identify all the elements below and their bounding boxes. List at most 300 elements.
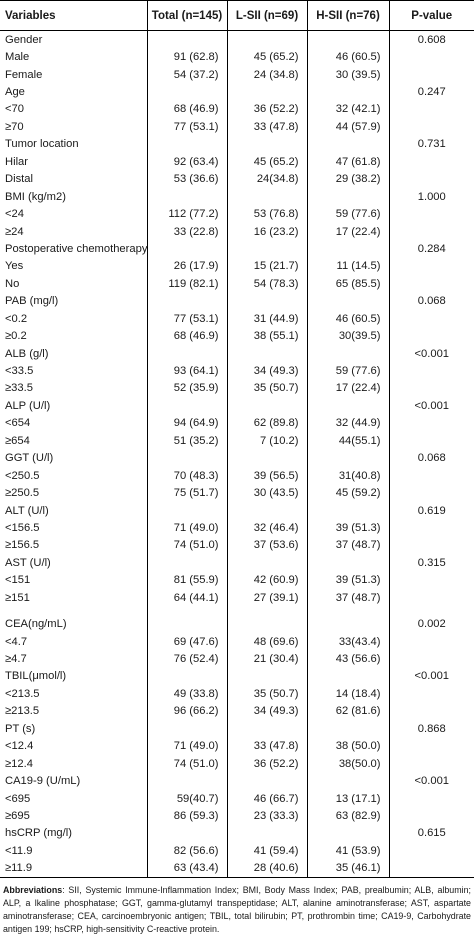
l-sii-cell: 34 (49.3) [227,703,307,720]
h-sii-cell [307,772,389,789]
variable-cell: <11.9 [0,842,147,859]
total-cell: 82 (56.6) [147,842,227,859]
variable-cell: ≥151 [0,589,147,606]
variable-cell: PT (s) [0,720,147,737]
total-cell [147,188,227,205]
variable-cell: Hilar [0,153,147,170]
l-sii-cell: 28 (40.6) [227,860,307,878]
table-row [0,153,474,170]
h-sii-cell: 39 (51.3) [307,572,389,589]
p-value-cell [389,258,474,275]
p-value-cell [389,755,474,772]
h-sii-cell: 45 (59.2) [307,484,389,501]
h-sii-cell [307,293,389,310]
spacer-cell [227,606,307,615]
l-sii-cell [227,772,307,789]
variable-cell: Age [0,83,147,100]
table-row [0,327,474,344]
variable-cell: Postoperative chemotherapy [0,240,147,257]
variable-cell: Female [0,66,147,83]
spacer-cell [307,606,389,615]
h-sii-cell: 32 (44.9) [307,415,389,432]
variable-cell: hsCRP (mg/l) [0,825,147,842]
p-value-cell: 0.247 [417,86,446,99]
table-row [0,685,474,702]
variable-cell: <70 [0,101,147,118]
total-cell: 74 (51.0) [147,537,227,554]
group-header-row [0,450,474,467]
l-sii-cell: 16 (23.2) [227,223,307,240]
l-sii-cell [227,397,307,414]
total-cell [147,293,227,310]
variable-cell: <156.5 [0,519,147,536]
l-sii-cell: 7 (10.2) [227,432,307,449]
p-value-cell [389,118,474,135]
p-value-cell: 0.068 [417,452,446,465]
group-header-row [0,345,474,362]
l-sii-cell [227,293,307,310]
variable-cell: Gender [0,31,147,49]
variable-cell: <4.7 [0,633,147,650]
variable-cell: ≥156.5 [0,537,147,554]
l-sii-cell [227,668,307,685]
l-sii-cell: 42 (60.9) [227,572,307,589]
variable-cell: ALB (g/l) [0,345,147,362]
l-sii-cell [227,83,307,100]
l-sii-cell: 32 (46.4) [227,519,307,536]
table-row [0,171,474,188]
l-sii-cell: 35 (50.7) [227,685,307,702]
total-cell: 54 (37.2) [147,66,227,83]
total-cell: 91 (62.8) [147,48,227,65]
total-cell: 71 (49.0) [147,738,227,755]
p-value-cell [389,310,474,327]
l-sii-cell: 62 (89.8) [227,415,307,432]
table-row [0,842,474,859]
h-sii-cell [307,615,389,632]
h-sii-cell: 30(39.5) [307,327,389,344]
group-header-row [0,720,474,737]
variable-cell: <213.5 [0,685,147,702]
group-header-row [0,825,474,842]
h-sii-cell: 29 (38.2) [307,171,389,188]
total-cell: 52 (35.9) [147,380,227,397]
variable-cell: ≥213.5 [0,703,147,720]
h-sii-cell: 65 (85.5) [307,275,389,292]
table-row [0,572,474,589]
spacer-cell [147,606,227,615]
total-cell: 26 (17.9) [147,258,227,275]
p-value-cell [389,380,474,397]
p-value-cell: 0.731 [417,138,446,151]
group-header-row [0,188,474,205]
h-sii-cell: 14 (18.4) [307,685,389,702]
group-header-row [0,240,474,257]
table-row [0,48,474,65]
h-sii-cell: 39 (51.3) [307,519,389,536]
h-sii-cell: 46 (60.5) [307,48,389,65]
variable-cell: ≥695 [0,807,147,824]
total-cell: 77 (53.1) [147,118,227,135]
table-row [0,807,474,824]
p-value-cell: 1.000 [417,190,446,203]
table-row [0,118,474,135]
l-sii-cell [227,720,307,737]
table-row [0,362,474,379]
total-cell [147,502,227,519]
p-value-cell: 0.002 [417,618,446,631]
variable-cell: ≥70 [0,118,147,135]
total-cell: 74 (51.0) [147,755,227,772]
l-sii-cell: 34 (49.3) [227,362,307,379]
p-value-cell [389,519,474,536]
h-sii-cell: 59 (77.6) [307,362,389,379]
variable-cell: ≥4.7 [0,650,147,667]
spacer-cell [0,606,147,615]
spacer-cell [389,606,474,615]
variable-cell: ALP (U/l) [0,397,147,414]
total-cell: 92 (63.4) [147,153,227,170]
l-sii-cell: 33 (47.8) [227,118,307,135]
p-value-cell [389,467,474,484]
group-header-row [0,136,474,153]
total-cell: 68 (46.9) [147,327,227,344]
group-header-row [0,397,474,414]
h-sii-cell [307,720,389,737]
h-sii-cell: 17 (22.4) [307,223,389,240]
variable-cell: Male [0,48,147,65]
total-cell: 77 (53.1) [147,310,227,327]
l-sii-cell: 37 (53.6) [227,537,307,554]
h-sii-cell [307,668,389,685]
table-row [0,650,474,667]
h-sii-cell: 47 (61.8) [307,153,389,170]
variable-cell: <695 [0,790,147,807]
p-value-cell [389,432,474,449]
h-sii-cell [307,136,389,153]
l-sii-cell: 45 (65.2) [227,153,307,170]
table-row [0,205,474,222]
l-sii-cell: 21 (30.4) [227,650,307,667]
header-total: Total (n=145) [147,1,227,31]
p-value-cell [389,572,474,589]
p-value-cell [389,685,474,702]
total-cell: 59(40.7) [147,790,227,807]
p-value-cell [389,171,474,188]
group-header-row [0,615,474,632]
table-row [0,415,474,432]
table-row [0,703,474,720]
l-sii-cell [227,136,307,153]
variable-cell: <654 [0,415,147,432]
p-value-cell [389,101,474,118]
h-sii-cell: 33(43.4) [307,633,389,650]
variable-cell: Tumor location [0,136,147,153]
p-value-cell [389,633,474,650]
l-sii-cell: 15 (21.7) [227,258,307,275]
variable-cell: ≥654 [0,432,147,449]
variable-cell: No [0,275,147,292]
table-row [0,380,474,397]
group-header-row [0,502,474,519]
total-cell [147,345,227,362]
variable-cell: ≥0.2 [0,327,147,344]
h-sii-cell [307,345,389,362]
table-row [0,432,474,449]
l-sii-cell: 38 (55.1) [227,327,307,344]
h-sii-cell [307,83,389,100]
total-cell: 49 (33.8) [147,685,227,702]
h-sii-cell: 32 (42.1) [307,101,389,118]
group-header-row [0,31,474,49]
spacer-row [0,606,474,615]
abbreviations-title: Abbreviations [3,885,63,895]
p-value-cell: <0.001 [414,399,450,412]
group-header-row [0,554,474,571]
h-sii-cell: 35 (46.1) [307,860,389,878]
total-cell [147,554,227,571]
h-sii-cell [307,450,389,467]
abbreviations-text: : SII, Systemic Immune-Inflammation Index; BMI, Body Mass Index; PAB, prealbumin; ALB, albumin; ALP, a lkaline phosphatase; GGT, gamma-glutamyl transpeptidase; ALT, alanine aminotransferase; AST, aspartate aminotransferase; CEA, carcinoembryonic antigen; TBIL, total bilirubin; PT, prothrombin time; CA19-9, Carbohydrate antigen 199; hsCRP, high-sensitivity C-reactive protein. [3,885,471,934]
total-cell: 53 (36.6) [147,171,227,188]
variable-cell: <24 [0,205,147,222]
total-cell: 112 (77.2) [147,205,227,222]
h-sii-cell [307,554,389,571]
l-sii-cell [227,450,307,467]
table-row [0,258,474,275]
total-cell: 69 (47.6) [147,633,227,650]
l-sii-cell [227,240,307,257]
table-row [0,101,474,118]
l-sii-cell: 33 (47.8) [227,738,307,755]
h-sii-cell: 43 (56.6) [307,650,389,667]
table-row [0,310,474,327]
p-value-cell: <0.001 [414,775,450,788]
variable-cell: CEA(ng/mL) [0,615,147,632]
total-cell: 68 (46.9) [147,101,227,118]
table-row [0,589,474,606]
p-value-cell: <0.001 [414,347,450,360]
table-row [0,275,474,292]
l-sii-cell: 46 (66.7) [227,790,307,807]
variable-cell: TBIL(μmol/l) [0,668,147,685]
variable-cell: ALT (U/l) [0,502,147,519]
l-sii-cell [227,554,307,571]
p-value-cell [389,205,474,222]
table-row [0,755,474,772]
l-sii-cell [227,502,307,519]
l-sii-cell: 45 (65.2) [227,48,307,65]
l-sii-cell: 41 (59.4) [227,842,307,859]
l-sii-cell [227,825,307,842]
p-value-cell: 0.868 [417,722,446,735]
h-sii-cell [307,31,389,49]
total-cell [147,136,227,153]
variable-cell: Distal [0,171,147,188]
abbreviations-note [0,878,474,936]
table-row [0,738,474,755]
h-sii-cell: 11 (14.5) [307,258,389,275]
p-value-cell [389,484,474,501]
header-h-sii: H-SII (n=76) [307,1,389,31]
total-cell: 64 (44.1) [147,589,227,606]
variable-cell: GGT (U/l) [0,450,147,467]
table-row [0,467,474,484]
total-cell [147,240,227,257]
p-value-cell [389,327,474,344]
h-sii-cell: 62 (81.6) [307,703,389,720]
h-sii-cell [307,188,389,205]
h-sii-cell: 63 (82.9) [307,807,389,824]
p-value-cell [389,589,474,606]
p-value-cell [389,153,474,170]
total-cell [147,397,227,414]
p-value-cell: 0.615 [417,827,446,840]
l-sii-cell: 23 (33.3) [227,807,307,824]
p-value-cell [389,842,474,859]
total-cell [147,668,227,685]
total-cell [147,825,227,842]
table-row [0,223,474,240]
total-cell: 81 (55.9) [147,572,227,589]
variable-cell: AST (U/l) [0,554,147,571]
h-sii-cell [307,502,389,519]
l-sii-cell [227,345,307,362]
p-value-cell [389,48,474,65]
variable-cell: ≥24 [0,223,147,240]
table-body [0,31,474,878]
variable-cell: Yes [0,258,147,275]
variable-cell: <250.5 [0,467,147,484]
group-header-row [0,668,474,685]
l-sii-cell: 24(34.8) [227,171,307,188]
total-cell: 93 (64.1) [147,362,227,379]
total-cell [147,720,227,737]
total-cell [147,31,227,49]
h-sii-cell: 13 (17.1) [307,790,389,807]
l-sii-cell: 27 (39.1) [227,589,307,606]
group-header-row [0,772,474,789]
l-sii-cell: 36 (52.2) [227,101,307,118]
total-cell: 33 (22.8) [147,223,227,240]
h-sii-cell: 37 (48.7) [307,589,389,606]
table-row [0,633,474,650]
variable-cell: ≥33.5 [0,380,147,397]
table-row [0,790,474,807]
table-row [0,537,474,554]
h-sii-cell: 46 (60.5) [307,310,389,327]
l-sii-cell [227,188,307,205]
total-cell: 71 (49.0) [147,519,227,536]
p-value-cell [389,790,474,807]
total-cell: 76 (52.4) [147,650,227,667]
total-cell: 96 (66.2) [147,703,227,720]
p-value-cell [389,537,474,554]
l-sii-cell: 48 (69.6) [227,633,307,650]
h-sii-cell: 38(50.0) [307,755,389,772]
header-variables: Variables [0,1,147,31]
h-sii-cell: 38 (50.0) [307,738,389,755]
table-row [0,860,474,878]
total-cell: 86 (59.3) [147,807,227,824]
variable-cell: ≥11.9 [0,860,147,878]
variable-cell: ≥250.5 [0,484,147,501]
h-sii-cell: 17 (22.4) [307,380,389,397]
h-sii-cell: 44 (57.9) [307,118,389,135]
variable-cell: <33.5 [0,362,147,379]
p-value-cell: 0.284 [417,242,446,255]
p-value-cell [389,650,474,667]
l-sii-cell [227,31,307,49]
p-value-cell: 0.608 [417,33,446,46]
l-sii-cell: 35 (50.7) [227,380,307,397]
p-value-cell: 0.068 [417,295,446,308]
variable-cell: CA19-9 (U/mL) [0,772,147,789]
total-cell [147,615,227,632]
l-sii-cell: 54 (78.3) [227,275,307,292]
p-value-cell [389,703,474,720]
table-row [0,519,474,536]
l-sii-cell: 39 (56.5) [227,467,307,484]
p-value-cell [389,860,474,878]
variable-cell: <151 [0,572,147,589]
total-cell: 119 (82.1) [147,275,227,292]
p-value-cell [389,738,474,755]
variable-cell: BMI (kg/m2) [0,188,147,205]
l-sii-cell: 24 (34.8) [227,66,307,83]
total-cell: 63 (43.4) [147,860,227,878]
h-sii-cell: 31(40.8) [307,467,389,484]
variable-cell: <12.4 [0,738,147,755]
l-sii-cell: 36 (52.2) [227,755,307,772]
total-cell [147,772,227,789]
total-cell [147,450,227,467]
l-sii-cell: 31 (44.9) [227,310,307,327]
total-cell: 70 (48.3) [147,467,227,484]
total-cell: 75 (51.7) [147,484,227,501]
h-sii-cell: 41 (53.9) [307,842,389,859]
total-cell: 94 (64.9) [147,415,227,432]
table-row [0,484,474,501]
p-value-cell [389,415,474,432]
group-header-row [0,83,474,100]
table-row [0,66,474,83]
variable-cell: PAB (mg/l) [0,293,147,310]
p-value-cell [389,223,474,240]
variable-cell: <0.2 [0,310,147,327]
header-p-value: P-value [389,1,474,31]
total-cell: 51 (35.2) [147,432,227,449]
h-sii-cell [307,397,389,414]
h-sii-cell [307,240,389,257]
p-value-cell [389,807,474,824]
h-sii-cell: 30 (39.5) [307,66,389,83]
p-value-cell: <0.001 [414,670,450,683]
p-value-cell [389,275,474,292]
h-sii-cell: 37 (48.7) [307,537,389,554]
h-sii-cell: 59 (77.6) [307,205,389,222]
p-value-cell [389,66,474,83]
h-sii-cell: 44(55.1) [307,432,389,449]
l-sii-cell: 53 (76.8) [227,205,307,222]
header-row [0,1,474,31]
total-cell [147,83,227,100]
variable-cell: ≥12.4 [0,755,147,772]
header-l-sii: L-SII (n=69) [227,1,307,31]
h-sii-cell [307,825,389,842]
l-sii-cell [227,615,307,632]
p-value-cell: 0.619 [417,504,446,517]
